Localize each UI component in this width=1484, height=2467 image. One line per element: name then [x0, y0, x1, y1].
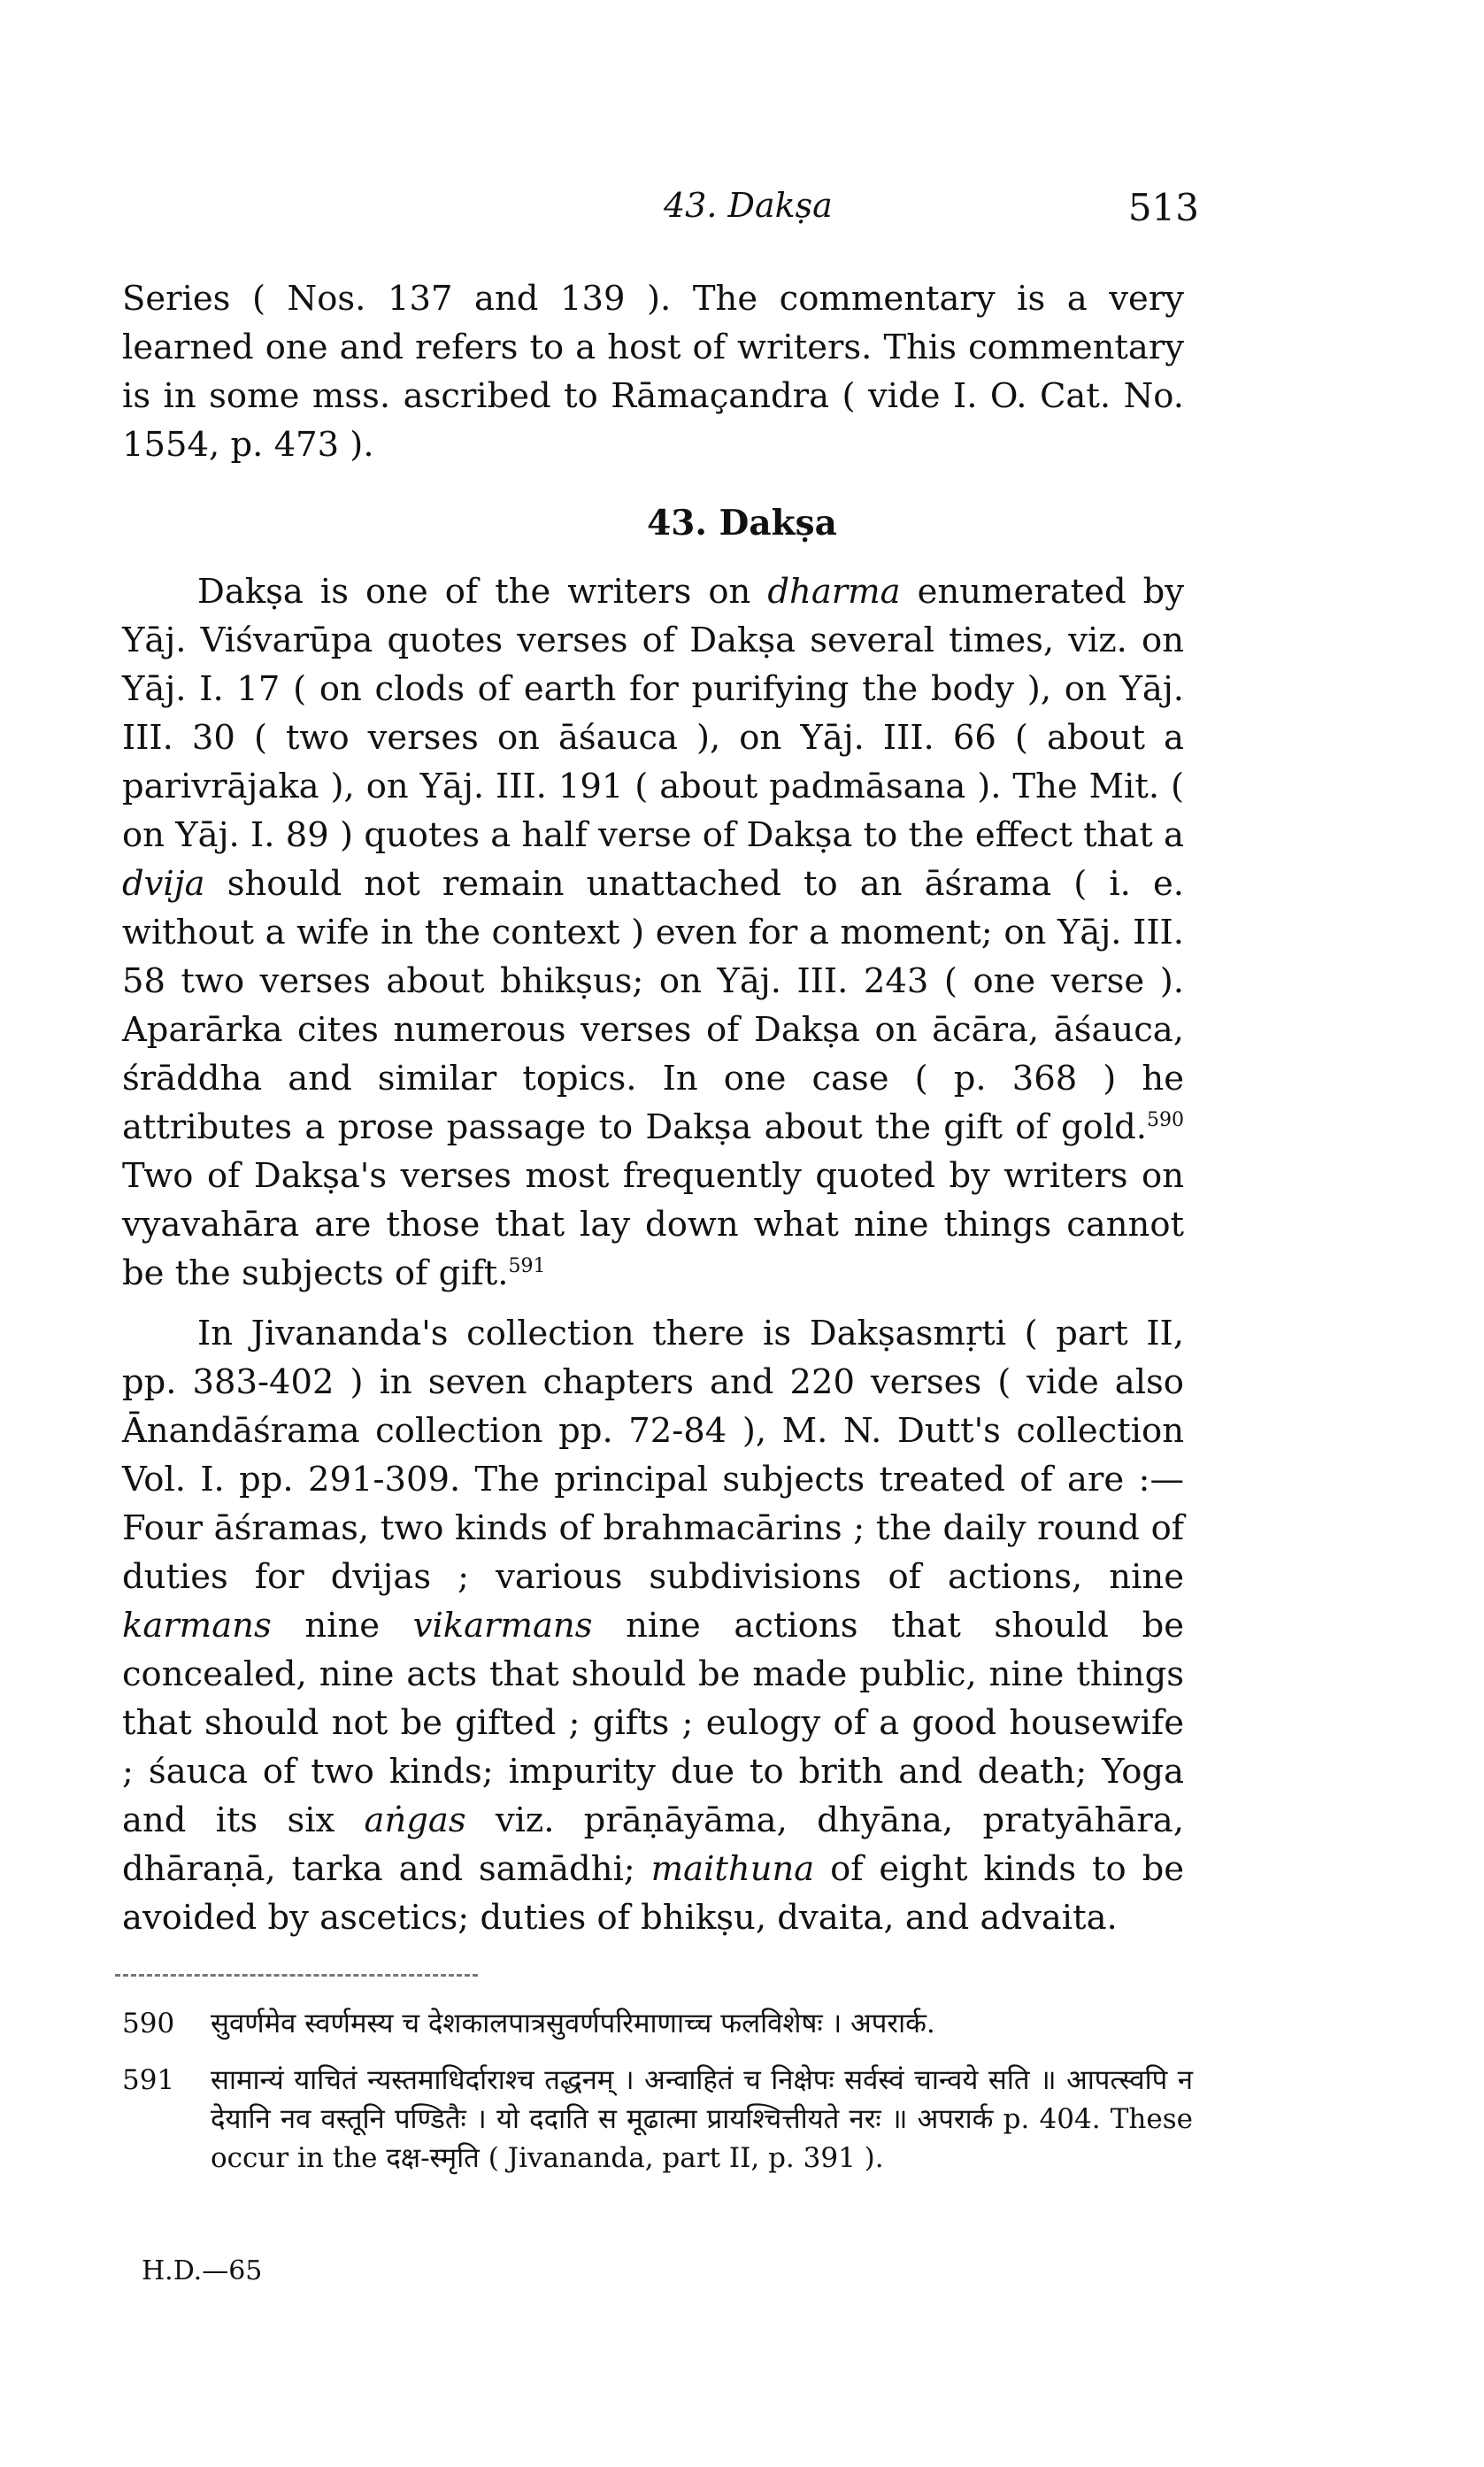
italic-term: karmans — [122, 1606, 272, 1646]
running-header — [124, 186, 1199, 239]
footnote-divider — [115, 1974, 478, 1977]
paragraph-continued: Series ( Nos. 137 and 139 ). The commentary is a very learned one and refers to a host of writers. This commentary is in some mss. ascribed to Rāmaçandra ( vide I. O. Cat. No. 1554, p. 473 ). — [122, 279, 1184, 465]
footnote-number: 590 — [122, 2008, 175, 2039]
text-run: Two of Dakṣa's verses most frequently quoted by writers on vyavahāra are those that lay down what nine things cannot be the subjects of gift. — [122, 1156, 1184, 1293]
italic-term: vikarmans — [412, 1606, 593, 1646]
header-title: 43. Dakṣa — [664, 186, 833, 225]
text-run: nine actions that should be concealed, nine acts that should be made public, nine things that should not be gifted ; gifts ; eulogy of a good housewife ; śauca of two kinds; impurity due to brith and death; Yoga and its six — [122, 1606, 1184, 1840]
text-run: enumerated by Yāj. Viśvarūpa quotes verses of Dakṣa several times, viz. on Yāj. I. 17 ( on clods of earth for purifying the body ), on Yāj. III. 30 ( two verses on āśauca ), on Yāj. III. 66 ( about a parivrājaka ), on Yāj. III. 191 ( about padmāsana ). The Mit. ( on Yāj. I. 89 ) quotes a half verse of Dakṣa to the effect that a — [122, 572, 1184, 855]
paragraph-daksa-intro — [122, 567, 1184, 1298]
section-heading: 43. Dakṣa — [647, 503, 837, 544]
italic-term: dharma — [767, 572, 901, 612]
italic-term: aṅgas — [364, 1800, 466, 1840]
footnote-number: 591 — [122, 2064, 175, 2096]
footnote-text: सामान्यं याचितं न्यस्तमाधिर्दाराश्च तद्धनम् । अन्वाहितं च निक्षेपः सर्वस्वं चान्वये सति ॥ आपत्स्वपि न देयानि नव वस्तूनि पण्डितैः । यो ददाति स मूढात्मा प्रायश्चित्तीयते नरः ॥ अपरार्क p. 404. These occur in the दक्ष-स्मृति ( Jivananda, part II, p. 391 ). — [211, 2064, 1193, 2174]
footnote-ref: 590 — [1147, 1109, 1184, 1132]
footnote — [122, 2061, 1193, 2255]
footnote — [122, 2004, 1184, 2048]
text-run: In Jivananda's collection there is Dakṣasmṛti ( part II, pp. 383-402 ) in seven chapters and 220 verses ( vide also Ānandāśrama collection pp. 72-84 ), M. N. Dutt's collection Vol. I. pp. 291-309. The principal subjects treated of are :— Four āśramas, two kinds of brahmacārins ; the daily round of duties for dvijas ; various subdivisions of actions, nine — [122, 1314, 1184, 1597]
text-run: viz. prāṇāyāma, dhyāna, pratyāhāra, dhāraṇā, tarka and samādhi; — [122, 1800, 1184, 1889]
text-run: nine — [271, 1606, 413, 1646]
italic-term: dvija — [122, 864, 205, 904]
text-run: of eight kinds to be avoided by ascetics; duties of bhikṣu, dvaita, and advaita. — [122, 1849, 1184, 1938]
text-run: Dakṣa is one of the writers on — [197, 572, 768, 612]
printer-signature-mark: H.D.—65 — [142, 2255, 263, 2286]
footnote-text: सुवर्णमेव स्वर्णमस्य च देशकालपात्रसुवर्णपरिमाणाच्च फलविशेषः । अपरार्क. — [211, 2008, 935, 2039]
text-run: should not remain unattached to an āśrama ( i. e. without a wife in the context ) even for a moment; on Yāj. III. 58 two verses about bhikṣus; on Yāj. III. 243 ( one verse ). Aparārka cites numerous verses of Dakṣa on ācāra, āśauca, śrāddha and similar topics. In one case ( p. 368 ) he attributes a prose passage to Dakṣa about the gift of gold. — [122, 864, 1184, 1147]
italic-term: maithuna — [650, 1849, 815, 1889]
footnote-ref: 591 — [508, 1255, 546, 1278]
page-number: 513 — [1127, 186, 1199, 229]
paragraph-daksasmrti — [122, 1309, 1184, 1942]
